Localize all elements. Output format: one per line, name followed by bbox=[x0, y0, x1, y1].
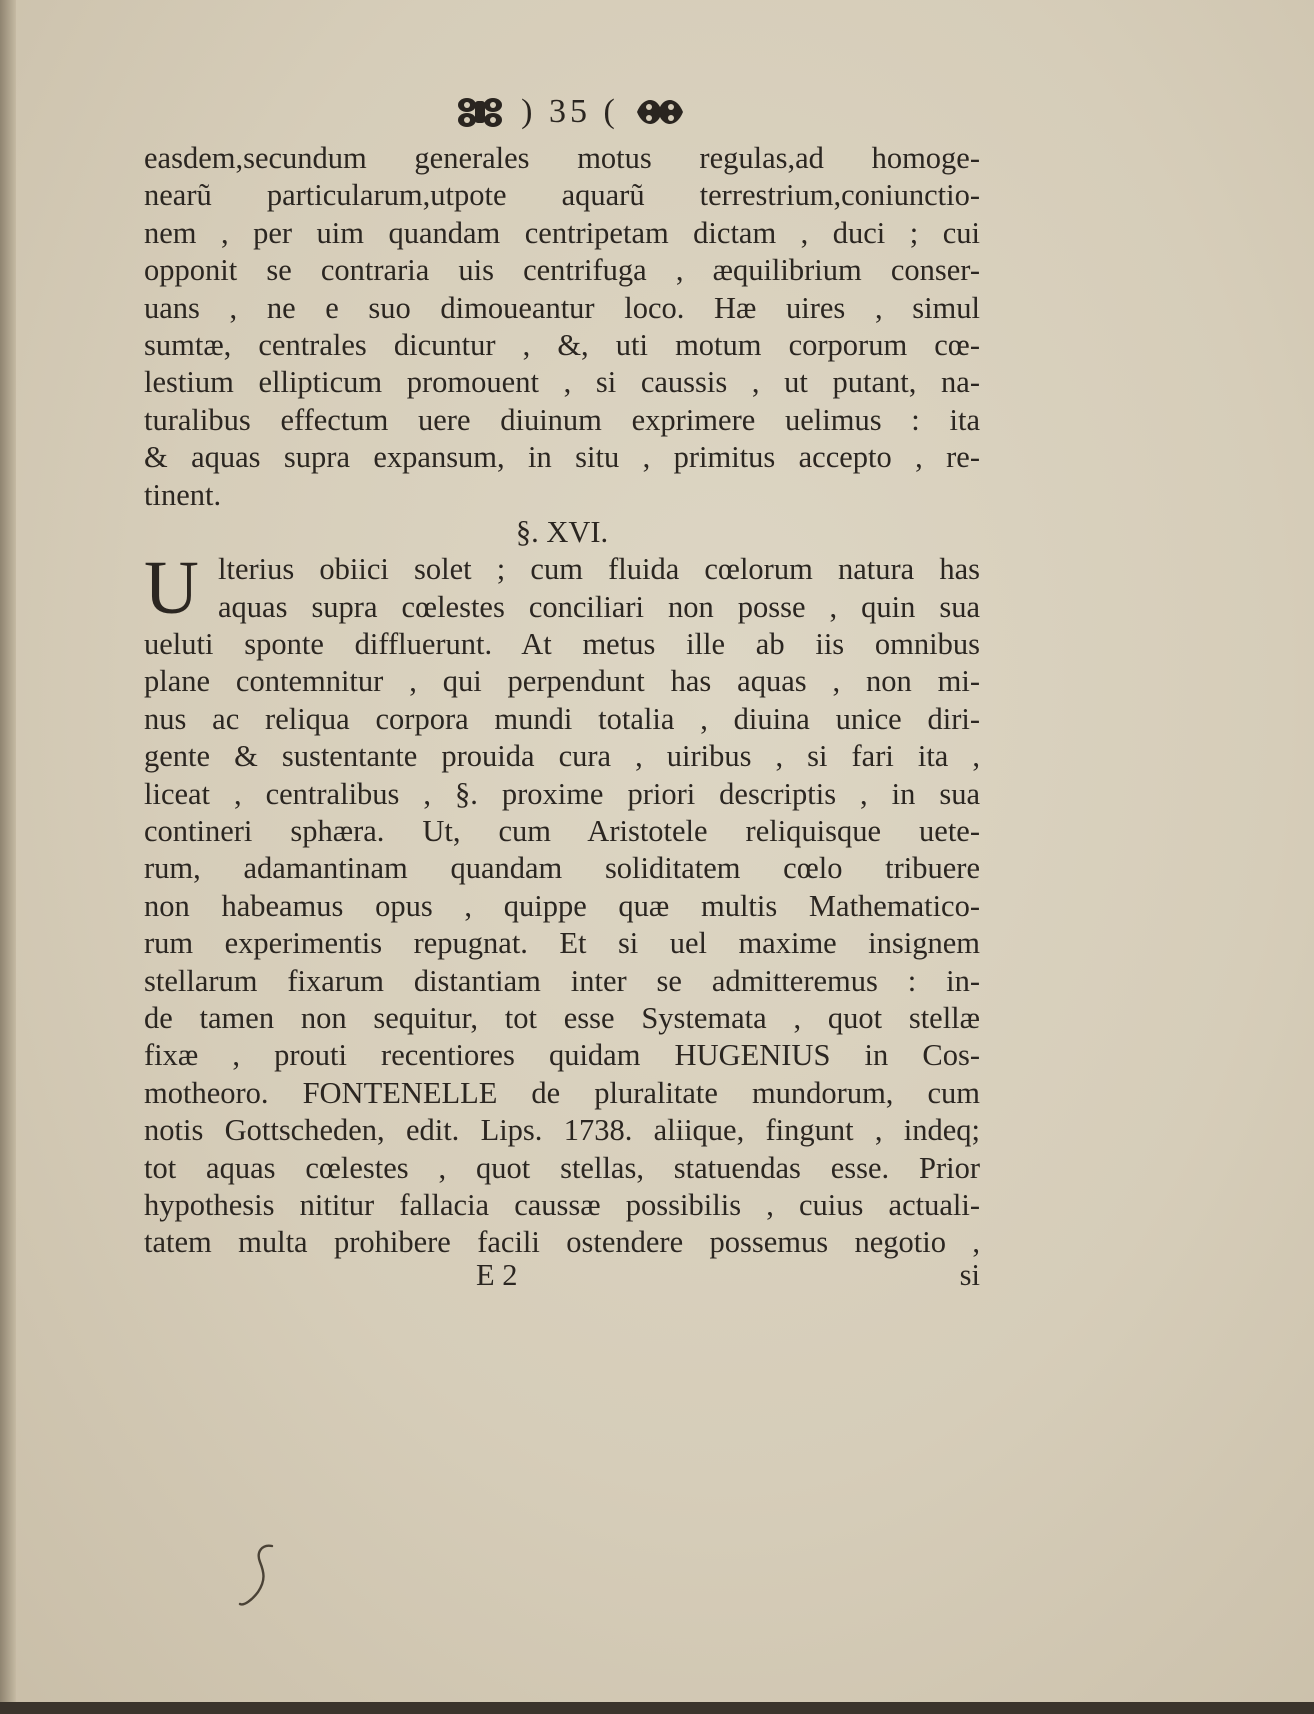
text-line: aquas supra cœlestes conciliari non posse , quin sua bbox=[218, 589, 980, 624]
text-line: uans , ne e suo dimoueantur loco. Hæ uires , simul bbox=[144, 290, 980, 325]
text-line: notis Gottscheden, edit. Lips. 1738. aliique, fingunt , indeq; bbox=[144, 1113, 980, 1148]
scan-bottom-edge bbox=[0, 1702, 1314, 1714]
text-line: gente & sustentante prouida cura , uiribus , si fari ita , bbox=[144, 739, 980, 774]
page-footer bbox=[144, 1258, 980, 1298]
text-line: nem , per uim quandam centripetam dictam , duci ; cui bbox=[144, 215, 980, 250]
text-line: rum, adamantinam quandam soliditatem cœlo tribuere bbox=[144, 851, 980, 886]
text-line: contineri sphæra. Ut, cum Aristotele reliquisque uete- bbox=[144, 814, 980, 849]
text-line: motheoro. FONTENELLE de pluralitate mundorum, cum bbox=[144, 1075, 980, 1110]
page-number: ) 35 ( bbox=[521, 93, 619, 130]
fleuron-ornament-right-icon bbox=[633, 95, 687, 129]
pencil-mark-icon bbox=[236, 1540, 282, 1612]
text-line: nearũ particularum,utpote aquarũ terrestrium,coniunctio- bbox=[144, 178, 980, 213]
text-line: easdem,secundum generales motus regulas,ad homoge‑ bbox=[144, 141, 980, 175]
paragraph-1 bbox=[144, 140, 980, 514]
paragraph-2 bbox=[144, 546, 980, 1261]
text-line: sumtæ, centrales dicuntur , &, uti motum corporum cœ- bbox=[144, 327, 980, 362]
text-line: tatem multa prohibere facili ostendere possemus negotio , bbox=[144, 1225, 980, 1260]
drop-cap: U bbox=[144, 546, 199, 631]
running-header bbox=[430, 92, 710, 132]
fleuron-ornament-left-icon bbox=[453, 95, 507, 129]
text-line: & aquas supra expansum, in situ , primitus accepto , re- bbox=[144, 440, 980, 475]
text-line: ueluti sponte diffluerunt. At metus ille ab iis omnibus bbox=[144, 627, 980, 662]
text-line: tot aquas cœlestes , quot stellas, statuendas esse. Prior bbox=[144, 1150, 980, 1185]
text-line: liceat , centralibus , §. proxime priori descriptis , in sua bbox=[144, 776, 980, 811]
text-line: de tamen non sequitur, tot esse Systemata , quot stellæ bbox=[144, 1000, 980, 1035]
text-line: plane contemnitur , qui perpendunt has aquas , non mi- bbox=[144, 664, 980, 699]
text-line: stellarum fixarum distantiam inter se admitteremus : in- bbox=[144, 963, 980, 998]
text-line: nus ac reliqua corpora mundi totalia , diuina unice diri- bbox=[144, 701, 980, 736]
section-heading: §. XVI. bbox=[515, 514, 609, 549]
text-line: non habeamus opus , quippe quæ multis Mathematico- bbox=[144, 888, 980, 923]
text-line: tinent. bbox=[144, 477, 222, 512]
page-gutter bbox=[0, 0, 16, 1714]
text-line: lterius obiici solet ; cum fluida cœlorum natura has bbox=[218, 552, 980, 587]
text-line: opponit se contraria uis centrifuga , æquilibrium conser- bbox=[144, 253, 980, 288]
text-line: lestium ellipticum promouent , si caussis , ut putant, na- bbox=[144, 365, 980, 400]
catchword: si bbox=[959, 1258, 980, 1292]
text-line: fixæ , prouti recentiores quidam HUGENIUS in Cos- bbox=[144, 1038, 980, 1073]
text-line: turalibus effectum uere diuinum exprimere uelimus : ita bbox=[144, 402, 980, 437]
text-line: hypothesis nititur fallacia caussæ possibilis , cuius actuali- bbox=[144, 1187, 980, 1222]
main-text-block bbox=[144, 140, 980, 1262]
text-line: rum experimentis repugnat. Et si uel maxime insignem bbox=[144, 926, 980, 961]
signature-mark: E 2 bbox=[476, 1258, 518, 1292]
